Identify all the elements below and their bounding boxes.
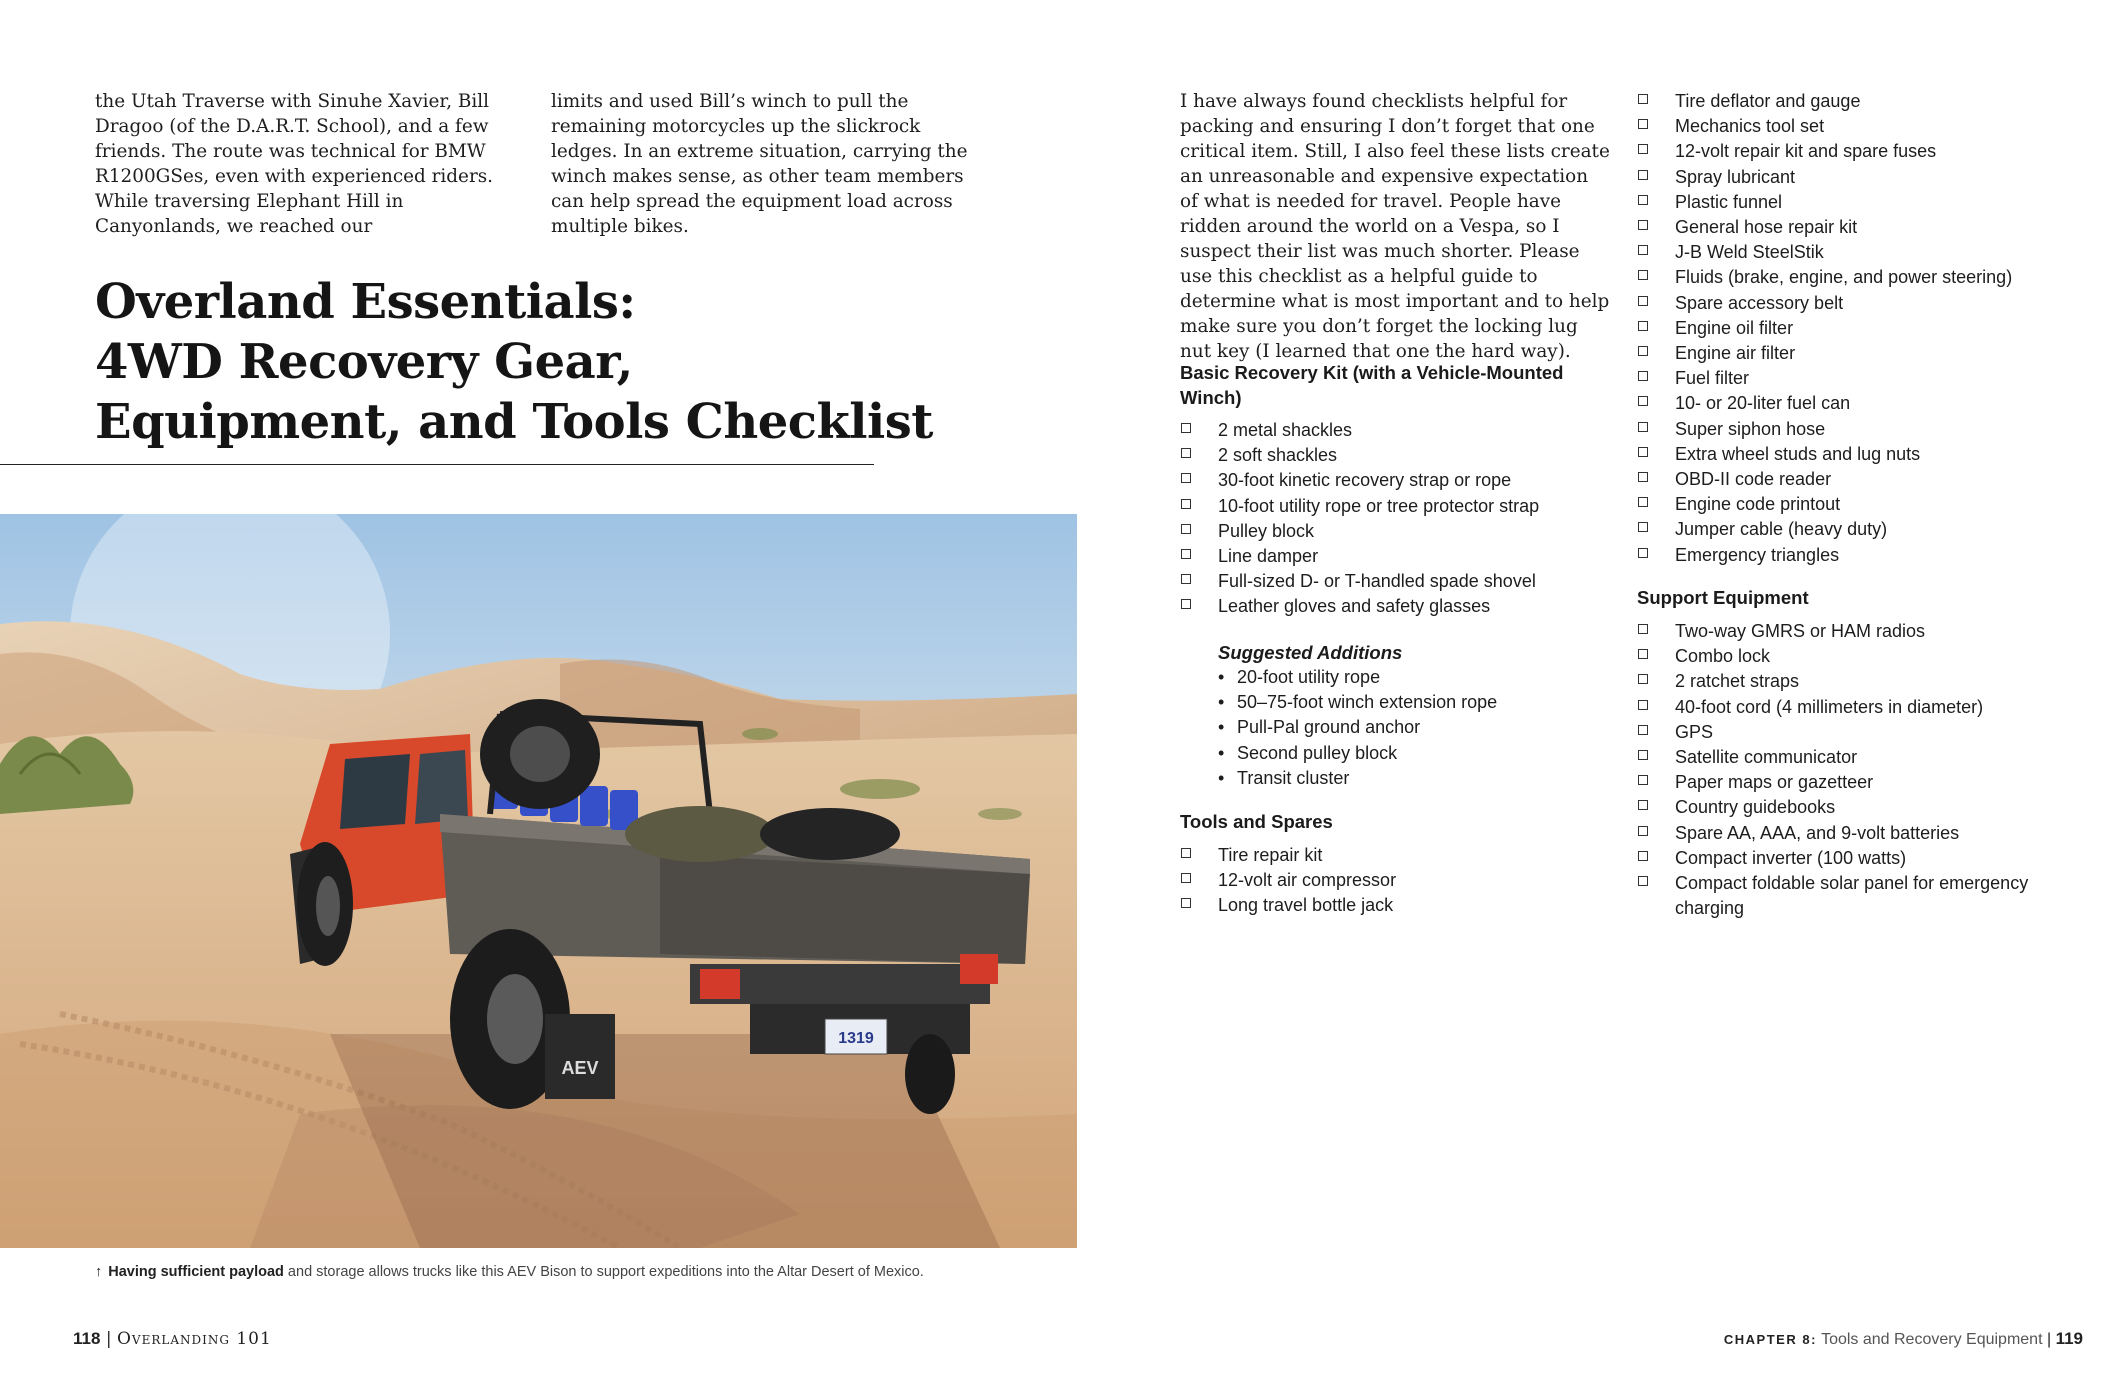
checklist-item: [1180, 868, 1620, 893]
checklist-item: [1180, 544, 1620, 569]
checkbox-icon[interactable]: [1638, 497, 1648, 507]
folio-left: [73, 1329, 272, 1349]
license-plate-text: 1319: [838, 1030, 874, 1047]
checklist-item: [1637, 391, 2077, 416]
bullet-item-label: Transit cluster: [1237, 767, 1350, 788]
checklist-item-label: Satellite communicator: [1675, 747, 1858, 768]
checklist-item-label: Engine air filter: [1675, 343, 1796, 364]
checklist-item-label: Engine oil filter: [1675, 317, 1794, 338]
checkbox-icon[interactable]: [1181, 848, 1191, 858]
heading-line: Overland Essentials:: [95, 274, 636, 330]
checkbox-icon[interactable]: [1181, 473, 1191, 483]
checklist-item-label: Paper maps or gazetteer: [1675, 772, 1874, 793]
checkbox-icon[interactable]: [1638, 725, 1648, 735]
support-equipment-list: [1637, 619, 2077, 921]
intro-paragraph-column: [1180, 89, 1610, 364]
checklist-item: [1637, 114, 2077, 139]
bullet-item-label: 50–75-foot winch extension rope: [1237, 692, 1498, 713]
checklist-item: [1637, 139, 2077, 164]
checklist-item: [1637, 745, 2077, 770]
chapter-title: Tools and Recovery Equipment: [1821, 1331, 2043, 1348]
checklist-item: [1637, 795, 2077, 820]
checklist-item: [1637, 467, 2077, 492]
mudflap-brand-text: AEV: [561, 1058, 599, 1078]
checklist-item-label: Plastic funnel: [1675, 191, 1783, 212]
caption-arrow-icon: ↑: [95, 1264, 103, 1280]
folio-right: [1724, 1329, 2083, 1349]
checkbox-icon[interactable]: [1181, 898, 1191, 908]
checklist-item-label: 12-volt air compressor: [1218, 870, 1397, 891]
checklist-item-label: Super siphon hose: [1675, 418, 1826, 439]
checklist-item: [1637, 190, 2077, 215]
checkbox-icon[interactable]: [1181, 873, 1191, 883]
tools-list: [1180, 843, 1620, 919]
checklist-item-label: Full-sized D- or T-handled spade shovel: [1218, 571, 1536, 592]
checkbox-icon[interactable]: [1638, 296, 1648, 306]
bullet-icon: •: [1218, 767, 1225, 788]
checkbox-icon[interactable]: [1638, 649, 1648, 659]
checklist-item: [1637, 543, 2077, 568]
checklist-item: [1637, 265, 2077, 290]
checklist-item: [1180, 569, 1620, 594]
bullet-item: [1218, 741, 1638, 766]
checkbox-icon[interactable]: [1638, 220, 1648, 230]
checklist-item-label: OBD-II code reader: [1675, 469, 1832, 490]
checklist-item: [1637, 316, 2077, 341]
checklist-item-label: 2 metal shackles: [1218, 420, 1353, 440]
book-title: Overlanding 101: [116, 1329, 272, 1349]
basic-kit-title: Basic Recovery Kit (with a Vehicle-Mounted Winch): [1180, 362, 1564, 408]
checklist-item-label: 12-volt repair kit and spare fuses: [1675, 141, 1937, 162]
checklist-item-label: Tire repair kit: [1218, 845, 1323, 865]
checklist-item: [1637, 291, 2077, 316]
folio-separator: |: [100, 1329, 117, 1349]
checkbox-icon[interactable]: [1181, 549, 1191, 559]
checkbox-icon[interactable]: [1638, 119, 1648, 129]
checklist-item-label: Mechanics tool set: [1675, 116, 1825, 137]
checkbox-icon[interactable]: [1638, 346, 1648, 356]
page-number: 118: [73, 1329, 101, 1348]
bullet-item: [1218, 715, 1638, 740]
checkbox-icon[interactable]: [1638, 472, 1648, 482]
checklist-item-label: Line damper: [1218, 546, 1319, 567]
checklist-item: [1180, 468, 1620, 493]
caption-text: and storage allows trucks like this AEV Bison to support expeditions into the Altar Desert of Mexico.: [283, 1264, 924, 1280]
checklist-item-label: 10-foot utility rope or tree protector strap: [1218, 495, 1540, 516]
checklist-item-label: 2 soft shackles: [1218, 445, 1338, 466]
checklist-item-label: Jumper cable (heavy duty): [1675, 519, 1888, 540]
checklist-item: [1637, 89, 2077, 114]
checkbox-icon[interactable]: [1638, 750, 1648, 760]
checkbox-icon[interactable]: [1181, 524, 1191, 534]
checklist-item-label: Country guidebooks: [1675, 797, 1836, 818]
checklist-item-label: Long travel bottle jack: [1218, 895, 1394, 916]
checklist-item-label: Extra wheel studs and lug nuts: [1675, 443, 1921, 464]
checklist-item: [1180, 418, 1620, 443]
checklist-item: [1180, 494, 1620, 519]
checklist-item: [1180, 519, 1620, 544]
checkbox-icon[interactable]: [1638, 700, 1648, 710]
bullet-item-label: Pull-Pal ground anchor: [1237, 717, 1421, 738]
checklist-item-label: GPS: [1675, 721, 1714, 742]
checklist-item-label: Spare accessory belt: [1675, 292, 1844, 313]
checklist-item: [1637, 770, 2077, 795]
bullet-item-label: 20-foot utility rope: [1237, 667, 1381, 687]
checklist-item: [1637, 442, 2077, 467]
checklist-item: [1637, 619, 2077, 644]
checkbox-icon[interactable]: [1638, 195, 1648, 205]
checkbox-icon[interactable]: [1638, 775, 1648, 785]
checkbox-icon[interactable]: [1181, 574, 1191, 584]
heading-rule: [0, 464, 874, 465]
checklist-item-label: 2 ratchet straps: [1675, 671, 1800, 692]
checklist-item-label: J-B Weld SteelStik: [1675, 242, 1824, 263]
caption-lead: Having sufficient payload: [108, 1264, 284, 1280]
bullet-item: [1218, 665, 1638, 690]
checkbox-icon[interactable]: [1638, 876, 1648, 886]
folio-separator: |: [2042, 1331, 2056, 1348]
paragraph: limits and used Bill’s winch to pull the remaining motorcycles up the slickrock ledges. In an extreme situation, carrying the winch makes sense, as other team members can help spread the equipment load across multiple bikes.: [551, 91, 968, 237]
checklist-item: [1637, 695, 2077, 720]
checklist-item-label: Spare AA, AAA, and 9-volt batteries: [1675, 822, 1960, 843]
checkbox-icon[interactable]: [1638, 447, 1648, 457]
checklist-item: [1637, 417, 2077, 442]
checkbox-icon[interactable]: [1638, 826, 1648, 836]
checklist-item-label: Combo lock: [1675, 646, 1771, 667]
checklist-item: [1180, 843, 1620, 868]
checklist-item-label: Compact foldable solar panel for emergency charging: [1675, 873, 2029, 919]
section-heading: [95, 272, 933, 452]
checkbox-icon[interactable]: [1181, 499, 1191, 509]
checklist-item: [1637, 720, 2077, 745]
checklist-item: [1637, 669, 2077, 694]
checklist-item-label: Fuel filter: [1675, 368, 1750, 389]
checklist-item: [1637, 165, 2077, 190]
checklist-item: [1637, 846, 2077, 871]
checklist-item: [1637, 821, 2077, 846]
checkbox-icon[interactable]: [1638, 422, 1648, 432]
checklist-item: [1637, 215, 2077, 240]
chapter-label: CHAPTER 8:: [1723, 1332, 1817, 1347]
bullet-icon: •: [1218, 717, 1225, 738]
checkbox-icon[interactable]: [1638, 522, 1648, 532]
checkbox-icon[interactable]: [1638, 94, 1648, 104]
checkbox-icon[interactable]: [1181, 599, 1191, 609]
truck-desert-photo: [0, 514, 1077, 1248]
checklist-item: [1637, 644, 2077, 669]
checklist-item: [1637, 366, 2077, 391]
checkbox-icon[interactable]: [1638, 396, 1648, 406]
checkbox-icon[interactable]: [1638, 624, 1648, 634]
body-text-column-1: [95, 89, 525, 239]
checklist-item-label: 10- or 20-liter fuel can: [1675, 393, 1851, 414]
checkbox-icon[interactable]: [1638, 270, 1648, 280]
checklist-item-label: Pulley block: [1218, 520, 1315, 541]
bullet-item: [1218, 766, 1638, 791]
checklist-item-label: 30-foot kinetic recovery strap or rope: [1218, 470, 1512, 491]
bullet-item-label: Second pulley block: [1237, 742, 1398, 763]
suggested-additions-title: Suggested Additions: [1218, 642, 1403, 663]
checklist-item-label: Two-way GMRS or HAM radios: [1675, 621, 1926, 641]
checklist-item: [1637, 871, 2077, 921]
checkbox-icon[interactable]: [1638, 371, 1648, 381]
bullet-item: [1218, 690, 1638, 715]
heading-line: Equipment, and Tools Checklist: [95, 394, 933, 450]
bullet-icon: •: [1218, 667, 1225, 687]
basic-kit-list: [1180, 418, 1620, 620]
body-text-column-2: [551, 89, 981, 239]
checkbox-icon[interactable]: [1638, 144, 1648, 154]
checkbox-icon[interactable]: [1181, 448, 1191, 458]
checklist-item: [1180, 594, 1620, 619]
heading-line: 4WD Recovery Gear,: [95, 334, 633, 390]
checkbox-icon[interactable]: [1638, 548, 1648, 558]
tools-list-continued: [1637, 89, 2077, 568]
checkbox-icon[interactable]: [1638, 800, 1648, 810]
checklist-item-label: Compact inverter (100 watts): [1675, 847, 1907, 868]
tools-title: Tools and Spares: [1180, 811, 1333, 832]
checklist-item: [1637, 492, 2077, 517]
checklist-item: [1180, 893, 1620, 918]
checklist-item-label: Spray lubricant: [1675, 166, 1796, 187]
page-number: 119: [2055, 1329, 2083, 1348]
checkbox-icon[interactable]: [1181, 423, 1191, 433]
photo-caption: [95, 1262, 975, 1283]
checkbox-icon[interactable]: [1638, 674, 1648, 684]
checklist-item-label: Tire deflator and gauge: [1675, 91, 1861, 111]
paragraph: the Utah Traverse with Sinuhe Xavier, Bill Dragoo (of the D.A.R.T. School), and a few friends. The route was technical for BMW R1200GSes, even with experienced riders. While traversing Elephant Hill in Canyonlands, we reached our: [95, 91, 494, 237]
checkbox-icon[interactable]: [1638, 321, 1648, 331]
checklist-item-label: Engine code printout: [1675, 494, 1841, 515]
suggested-additions-list: [1218, 665, 1638, 791]
checklist-item: [1637, 517, 2077, 542]
checklist-item: [1637, 240, 2077, 265]
paragraph: I have always found checklists helpful for packing and ensuring I don’t forget that one critical item. Still, I also feel these lists create an unreasonable and expensive expectation of what is needed for travel. People have ridden around the world on a Vespa, so I suspect their list was much shorter. Please use this checklist as a helpful guide to determine what is most important and to help make sure you don’t forget the locking lug nut key (I learned that one the hard way).: [1180, 91, 1610, 362]
checkbox-icon[interactable]: [1638, 170, 1648, 180]
checklist-item-label: Emergency triangles: [1675, 544, 1840, 565]
checklist-item-label: General hose repair kit: [1675, 217, 1858, 238]
bullet-icon: •: [1218, 692, 1225, 713]
checklist-item: [1637, 341, 2077, 366]
support-title: Support Equipment: [1637, 587, 1809, 608]
checkbox-icon[interactable]: [1638, 245, 1648, 255]
checklist-item-label: Fluids (brake, engine, and power steering): [1675, 267, 2013, 288]
checkbox-icon[interactable]: [1638, 851, 1648, 861]
bullet-icon: •: [1218, 742, 1225, 763]
checklist-item: [1180, 443, 1620, 468]
checklist-item-label: Leather gloves and safety glasses: [1218, 596, 1491, 617]
checklist-item-label: 40-foot cord (4 millimeters in diameter): [1675, 696, 1984, 717]
